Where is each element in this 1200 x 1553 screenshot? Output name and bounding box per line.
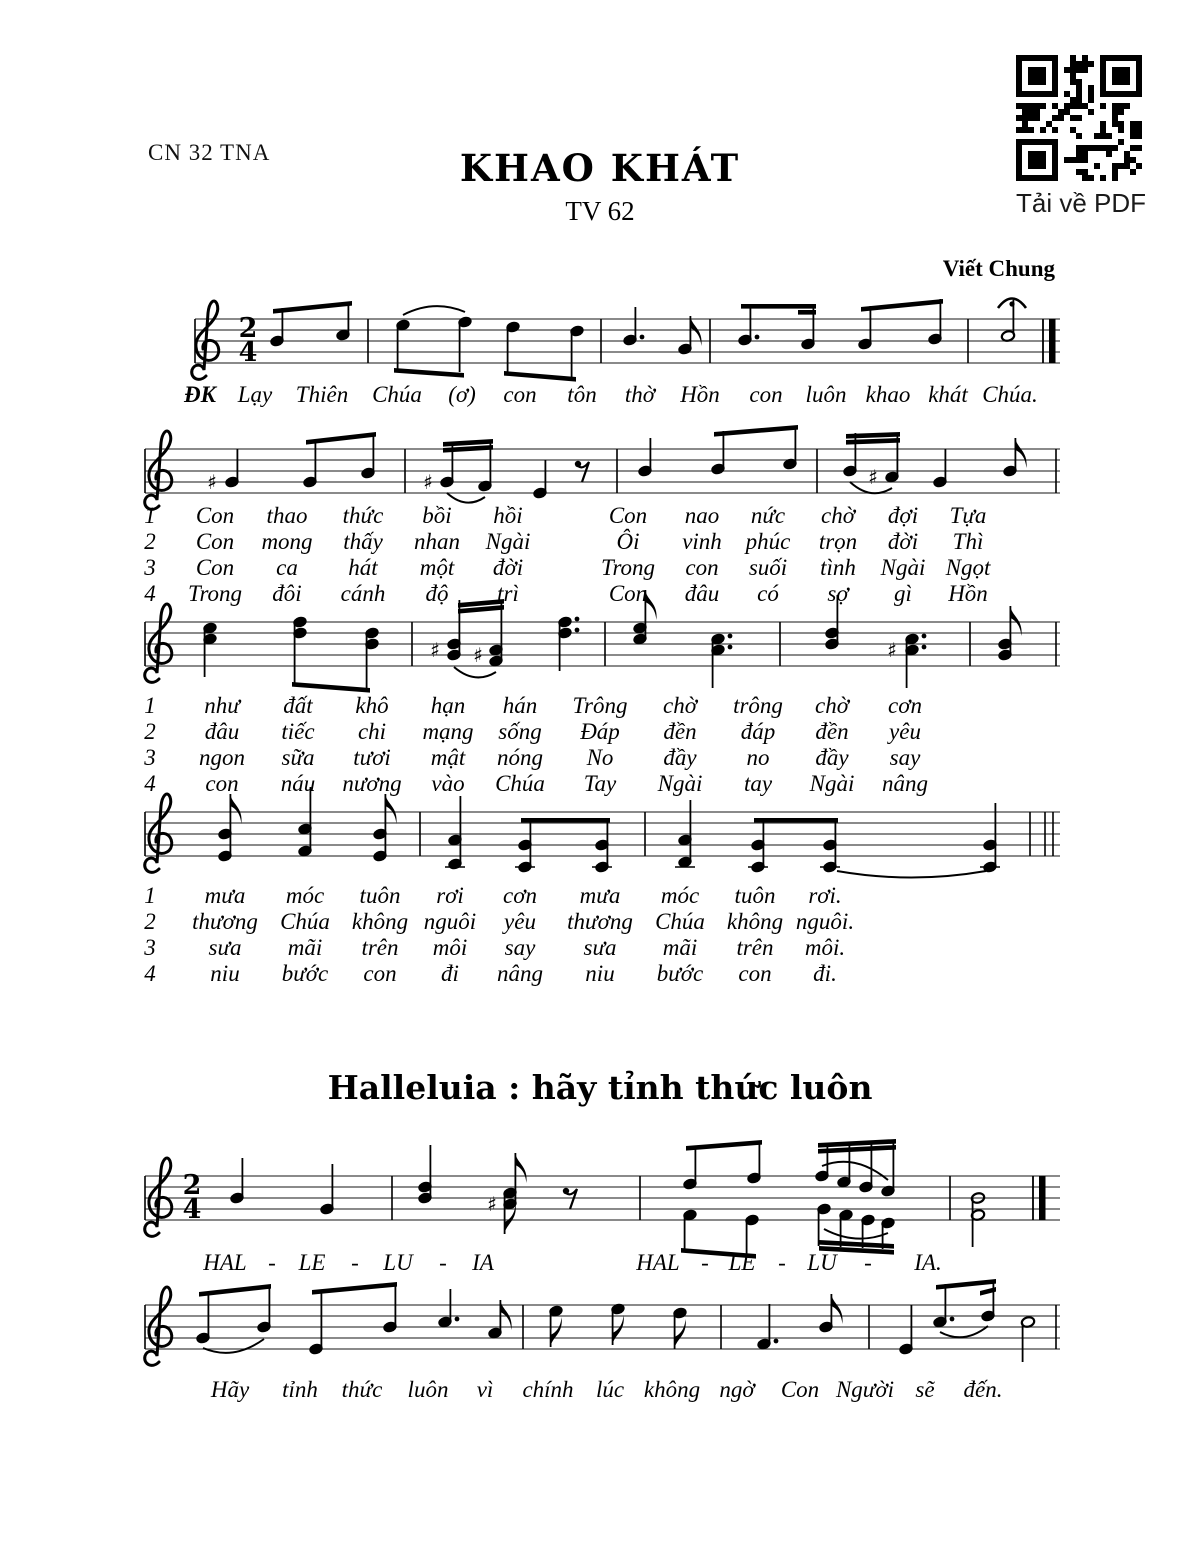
lyric-word: nức <box>750 503 786 528</box>
lyric-word: Con <box>195 503 235 528</box>
lyric-row-verse1-line3 <box>0 555 1200 581</box>
lyric-word: thấy <box>343 529 383 554</box>
lyric-word: đi <box>441 961 459 986</box>
lyric-word: móc <box>660 883 700 908</box>
download-pdf-block[interactable] <box>1016 55 1156 219</box>
lyric-word: LU <box>807 1250 837 1275</box>
lyric-word: nương <box>342 771 402 796</box>
header-code: CN 32 TNA <box>148 140 271 165</box>
lyric-word: 1 <box>144 883 156 908</box>
lyric-word: mưa <box>579 883 621 908</box>
lyric-word: niu <box>585 961 615 986</box>
lyric-word: đời <box>887 529 919 554</box>
lyric-word: Lạy <box>237 382 273 407</box>
lyric-word: hạn <box>430 693 466 718</box>
lyric-word: môi <box>432 935 468 960</box>
lyric-row-verse2-line1 <box>0 693 1200 719</box>
lyric-word: LE <box>298 1250 326 1275</box>
lyric-word: con <box>205 771 239 796</box>
lyric-word: chờ <box>821 503 855 528</box>
lyric-word: Ngài <box>809 771 855 796</box>
lyric-word: bước <box>281 961 329 986</box>
svg-text:4: 4 <box>182 1194 202 1225</box>
lyric-word: 1 <box>144 503 156 528</box>
lyric-word: say <box>504 935 536 960</box>
lyric-word: thức <box>341 1377 383 1402</box>
lyric-word: con <box>685 555 719 580</box>
lyric-word: suối <box>748 555 788 580</box>
lyric-word: vinh <box>682 529 722 554</box>
lyric-word: 4 <box>144 961 156 986</box>
lyric-word: hán <box>502 693 538 718</box>
lyric-word: Chúa <box>372 382 422 407</box>
lyric-word: trông <box>733 693 783 718</box>
composer-credit: Viết Chung <box>942 256 1055 281</box>
lyric-word: ĐK <box>184 382 216 407</box>
lyric-word: cơn <box>888 693 922 718</box>
page-title: KHAO KHÁT <box>459 146 741 190</box>
lyric-row-refrain <box>0 382 1200 408</box>
lyric-word: nhan <box>414 529 460 554</box>
lyric-word: bồi <box>422 503 452 528</box>
lyric-word: HAL <box>636 1250 680 1275</box>
svg-text:2: 2 <box>182 1170 202 1201</box>
lyric-word: Tay <box>583 771 617 796</box>
lyric-word: sẽ <box>915 1377 935 1402</box>
lyric-word: HAL <box>203 1250 247 1275</box>
lyric-word: 3 <box>144 555 156 580</box>
lyric-word: chi <box>357 719 387 744</box>
lyric-word: mật <box>430 745 466 770</box>
lyric-word: tỉnh <box>282 1377 318 1402</box>
lyric-word: 2 <box>144 909 156 934</box>
staff-halleluia-b <box>140 1265 1062 1395</box>
lyric-word: niu <box>210 961 240 986</box>
lyric-word: Ngài <box>485 529 531 554</box>
lyric-word: LU <box>383 1250 413 1275</box>
lyric-word: nâng <box>882 771 928 796</box>
lyric-word: rơi <box>436 883 464 908</box>
lyric-word: con <box>363 961 397 986</box>
lyric-word: đầy <box>815 745 849 770</box>
lyric-word: - <box>268 1250 276 1275</box>
sharp-icon: ♯ <box>868 465 878 489</box>
sharp-icon: ♯ <box>487 1192 497 1216</box>
lyric-word: 2 <box>144 529 156 554</box>
lyric-word: Chúa <box>495 771 545 796</box>
lyric-word: con <box>749 382 783 407</box>
lyric-word: tuôn <box>359 883 401 908</box>
lyric-word: đâu <box>684 581 720 606</box>
lyric-word: đi. <box>813 961 837 986</box>
lyric-row-verse1-line4 <box>0 581 1200 607</box>
lyric-word: chờ <box>815 693 849 718</box>
lyric-word: đợi <box>887 503 919 528</box>
lyric-word: gì <box>894 581 912 606</box>
lyric-word: thờ <box>624 382 656 407</box>
lyric-word: mong <box>261 529 313 554</box>
lyric-word: vì <box>476 1377 494 1402</box>
lyric-word: không <box>726 909 784 934</box>
svg-text:4: 4 <box>238 337 258 368</box>
lyric-word: - <box>778 1250 786 1275</box>
lyric-word: một <box>419 555 455 580</box>
lyric-word: - <box>439 1250 447 1275</box>
lyric-word: (ơ) <box>448 382 476 407</box>
lyric-word: lúc <box>595 1377 625 1402</box>
lyric-word: hát <box>348 555 378 580</box>
lyric-word: cánh <box>340 581 386 606</box>
lyric-word: thương <box>567 909 633 934</box>
lyric-word: Chúa <box>655 909 705 934</box>
lyric-word: - <box>864 1250 872 1275</box>
lyric-word: tình <box>820 555 856 580</box>
lyric-word: móc <box>285 883 325 908</box>
lyric-word: yêu <box>504 909 536 934</box>
lyric-word: sợ <box>827 581 849 606</box>
lyric-word: Thiên <box>295 382 349 407</box>
lyric-row-verse2-line3 <box>0 745 1200 771</box>
lyric-word: Ngài <box>657 771 703 796</box>
lyric-word: mãi <box>662 935 698 960</box>
lyric-word: phúc <box>745 529 791 554</box>
lyric-word: ngờ <box>719 1377 755 1402</box>
qr-code[interactable] <box>1016 55 1156 186</box>
lyric-word: No <box>586 745 614 770</box>
lyric-word: náu <box>280 771 316 796</box>
lyric-word: Con <box>195 529 235 554</box>
lyric-word: IA. <box>914 1250 942 1275</box>
lyric-word: đến. <box>963 1377 1003 1402</box>
lyric-word: tay <box>743 771 773 796</box>
lyric-word: như <box>204 693 240 718</box>
lyric-word: 1 <box>144 693 156 718</box>
lyric-word: đâu <box>204 719 240 744</box>
lyric-word: 3 <box>144 935 156 960</box>
lyric-word: thương <box>192 909 258 934</box>
lyric-word: IA <box>472 1250 494 1275</box>
lyric-word: thao <box>266 503 308 528</box>
lyric-word: thức <box>342 503 384 528</box>
lyric-word: Trong <box>600 555 656 580</box>
lyric-word: Con <box>780 1377 820 1402</box>
lyric-word: Ôi <box>616 529 640 554</box>
sharp-icon: ♯ <box>207 470 217 494</box>
lyric-word: con <box>738 961 772 986</box>
lyric-word: Ngọt <box>945 555 991 580</box>
lyric-word: 4 <box>144 771 156 796</box>
lyric-word: nâng <box>497 961 543 986</box>
svg-text:2: 2 <box>238 313 258 344</box>
lyric-word: Hồn <box>680 382 720 407</box>
lyric-word: đời <box>492 555 524 580</box>
lyric-row-verse2-line2 <box>0 719 1200 745</box>
lyric-word: tiếc <box>281 719 315 744</box>
lyric-word: - <box>701 1250 709 1275</box>
lyric-word: sữa <box>281 745 315 770</box>
section-title: Halleluia : hãy tỉnh thức luôn <box>327 1068 873 1107</box>
lyric-word: mãi <box>287 935 323 960</box>
lyric-word: Hồn <box>948 581 988 606</box>
lyric-word: luôn <box>805 382 847 407</box>
lyric-word: nóng <box>497 745 543 770</box>
lyric-word: 3 <box>144 745 156 770</box>
download-pdf-label[interactable]: Tải về PDF <box>1016 188 1147 218</box>
lyric-word: Người <box>835 1377 895 1402</box>
lyric-word: Con <box>608 581 648 606</box>
lyric-word: Chúa <box>280 909 330 934</box>
staff-halleluia-a <box>140 1136 1062 1266</box>
lyric-word: 4 <box>144 581 156 606</box>
lyric-word: nguôi. <box>795 909 855 934</box>
lyric-word: trên <box>736 935 774 960</box>
page-subtitle: TV 62 <box>565 196 635 226</box>
lyric-word: Ngài <box>880 555 926 580</box>
lyric-word: không <box>351 909 409 934</box>
lyric-word: trì <box>497 581 519 606</box>
lyric-word: tuôn <box>734 883 776 908</box>
lyric-word: đầy <box>663 745 697 770</box>
lyric-word: ca <box>276 555 298 580</box>
sharp-icon: ♯ <box>473 643 483 667</box>
lyric-word: - <box>351 1250 359 1275</box>
lyric-word: luôn <box>407 1377 449 1402</box>
lyric-word: cơn <box>503 883 537 908</box>
lyric-word: đôi <box>272 581 302 606</box>
lyric-word: bước <box>656 961 704 986</box>
lyric-word: Trông <box>572 693 628 718</box>
lyric-word: sưa <box>583 935 617 960</box>
lyric-word: đáp <box>740 719 776 744</box>
lyric-word: Đáp <box>580 719 620 744</box>
lyric-word: tươi <box>353 745 391 770</box>
sharp-icon: ♯ <box>887 638 897 662</box>
lyric-word: Con <box>195 555 235 580</box>
lyric-word: khô <box>355 693 389 718</box>
lyric-word: độ <box>425 581 449 606</box>
lyric-word: đền <box>815 719 849 744</box>
lyric-row-verse1-line2 <box>0 529 1200 555</box>
sharp-icon: ♯ <box>430 638 440 662</box>
lyric-row-verse3-line2 <box>0 909 1200 935</box>
lyric-word: Trong <box>187 581 243 606</box>
lyric-word: mạng <box>422 719 474 744</box>
lyric-row-verse3-line4 <box>0 961 1200 987</box>
lyric-word: mưa <box>204 883 246 908</box>
lyric-word: 2 <box>144 719 156 744</box>
lyric-row-verse2-line4 <box>0 771 1200 797</box>
lyric-word: chính <box>522 1377 574 1402</box>
lyric-word: đất <box>283 693 313 718</box>
lyric-row-verse1-line1 <box>0 503 1200 529</box>
lyric-word: sống <box>498 719 542 744</box>
lyric-row-final-line <box>0 1377 1200 1403</box>
lyric-word: Tựa <box>949 503 987 528</box>
lyric-word: say <box>889 745 921 770</box>
lyric-word: chờ <box>663 693 697 718</box>
lyric-word: tôn <box>567 382 597 407</box>
lyric-word: không <box>643 1377 701 1402</box>
lyric-word: con <box>503 382 537 407</box>
lyric-word: LE <box>728 1250 756 1275</box>
lyric-word: Chúa. <box>982 382 1038 407</box>
lyric-word: ngon <box>199 745 245 770</box>
lyric-row-verse3-line1 <box>0 883 1200 909</box>
lyric-word: sưa <box>208 935 242 960</box>
lyric-word: môi. <box>804 935 846 960</box>
lyric-row-halleluia-line <box>0 1250 1200 1276</box>
lyric-word: rơi. <box>808 883 842 908</box>
lyric-word: hồi <box>493 503 523 528</box>
lyric-word: Con <box>608 503 648 528</box>
lyric-row-verse3-line3 <box>0 935 1200 961</box>
lyric-word: đền <box>663 719 697 744</box>
lyric-word: Hãy <box>210 1377 250 1402</box>
lyric-word: Thì <box>952 529 984 554</box>
lyric-word: yêu <box>889 719 921 744</box>
lyric-word: có <box>757 581 779 606</box>
lyric-word: nguôi <box>423 909 477 934</box>
lyric-word: trọn <box>818 529 858 554</box>
lyric-word: khao <box>865 382 911 407</box>
sharp-icon: ♯ <box>423 470 433 494</box>
lyric-word: vào <box>431 771 465 796</box>
lyric-word: trên <box>361 935 399 960</box>
lyric-word: khát <box>928 382 968 407</box>
lyric-word: no <box>746 745 770 770</box>
lyric-word: nao <box>684 503 720 528</box>
